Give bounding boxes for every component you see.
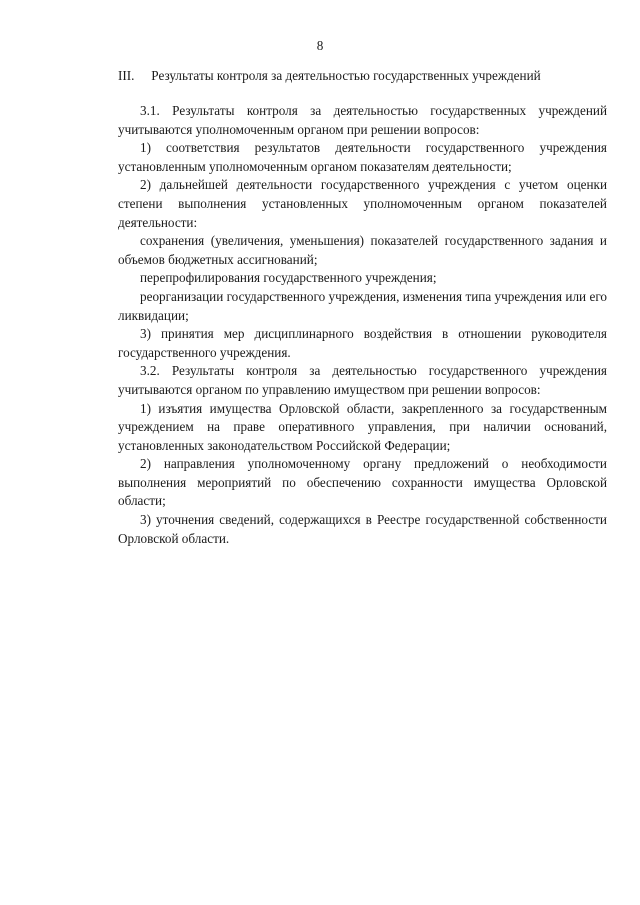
document-body xyxy=(118,102,607,548)
paragraph-3-2: 3.2. Результаты контроля за деятельностью государственного учреждения учитываются органом по управлению имуществом при решении вопросов: xyxy=(118,363,607,397)
section-heading xyxy=(118,68,618,84)
paragraph-3-2-item-1: 1) изъятия имущества Орловской области, закрепленного за государственным учреждением на праве оперативного управления, при наличии оснований, установленных законодательством Российской Федерации; xyxy=(118,400,607,453)
paragraph-3-1: 3.1. Результаты контроля за деятельностью государственных учреждений учитываются уполномоченным органом при решении вопросов: xyxy=(118,103,607,137)
page-number: 8 xyxy=(316,38,324,53)
paragraph-3-1-item-2-sub-3: реорганизации государственного учреждения, изменения типа учреждения или его ликвидации; xyxy=(118,288,607,323)
section-title: Результаты контроля за деятельностью государственных учреждений xyxy=(151,68,541,83)
paragraph-3-1-item-2-sub-1: сохранения (увеличения, уменьшения) показателей государственного задания и объемов бюджетных ассигнований; xyxy=(118,233,607,267)
section-number: III. xyxy=(118,68,135,83)
paragraph-3-1-item-3: 3) принятия мер дисциплинарного воздействия в отношении руководителя государственного учреждения. xyxy=(118,326,607,360)
paragraph-3-1-item-2-sub-2: перепрофилирования государственного учреждения; xyxy=(140,270,437,286)
paragraph-3-2-item-3: 3) уточнения сведений, содержащихся в Реестре государственной собственности Орловской области. xyxy=(118,512,607,546)
paragraph-3-2-item-2: 2) направления уполномоченному органу предложений о необходимости выполнения мероприятий по обеспечению сохранности имущества Орловской области; xyxy=(118,456,607,509)
paragraph-3-1-item-1: 1) соответствия результатов деятельности государственного учреждения установленным уполномоченным органом показателям деятельности; xyxy=(118,140,607,174)
paragraph-3-1-item-2: 2) дальнейшей деятельности государственного учреждения с учетом оценки степени выполнения установленных уполномоченным органом показателей деятельности: xyxy=(118,177,607,230)
